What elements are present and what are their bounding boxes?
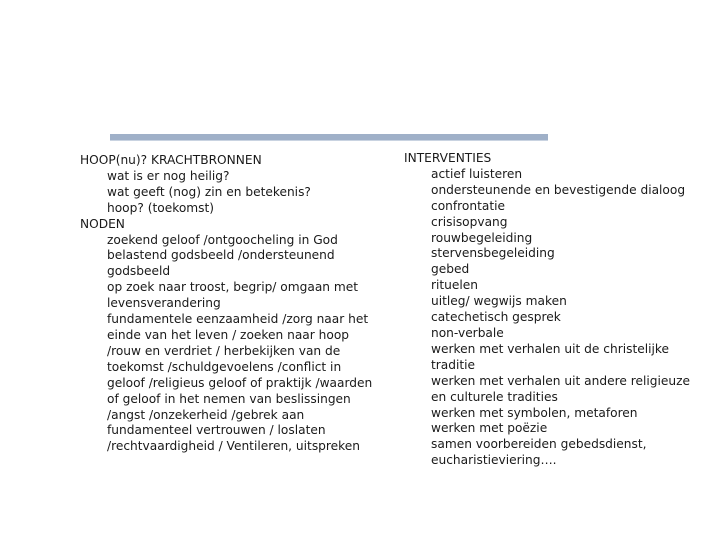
- intervention-line: traditie: [431, 357, 476, 372]
- intervention-line: rituelen: [431, 278, 479, 293]
- intervention-line: eucharistieviering….: [431, 453, 557, 468]
- intervention-line: rouwbegeleiding: [431, 230, 533, 245]
- title-divider-shadow: [110, 140, 548, 141]
- hope-item: wat geeft (nog) zin en betekenis?: [107, 184, 311, 199]
- intervention-line: crisisopvang: [431, 214, 508, 229]
- needs-line: toekomst /schuldgevoelens /conflict in: [107, 359, 342, 374]
- intervention-line: en culturele tradities: [431, 389, 558, 404]
- intervention-line: ondersteunende en bevestigende dialoog: [431, 182, 686, 197]
- intervention-line: werken met poëzie: [431, 421, 548, 436]
- heading-hope: HOOP(nu)? KRACHTBRONNEN: [80, 153, 262, 167]
- intervention-line: samen voorbereiden gebedsdienst,: [431, 437, 647, 452]
- hope-item: hoop? (toekomst): [107, 200, 215, 215]
- needs-line: belastend godsbeeld /ondersteunend: [107, 248, 335, 263]
- needs-line: levensverandering: [107, 296, 221, 311]
- needs-line: /rechtvaardigheid / Ventileren, uitspreken: [107, 439, 360, 454]
- intervention-line: confrontatie: [431, 198, 506, 213]
- needs-line: op zoek naar troost, begrip/ omgaan met: [107, 280, 359, 295]
- intervention-line: werken met symbolen, metaforen: [431, 405, 638, 420]
- needs-line: geloof /religieus geloof of praktijk /waarden: [107, 375, 373, 390]
- left-column: [80, 153, 380, 455]
- intervention-line: non-verbale: [431, 325, 504, 340]
- right-column: [404, 151, 704, 469]
- needs-line: fundamentele eenzaamheid /zorg naar het: [107, 312, 369, 327]
- intervention-line: catechetisch gesprek: [431, 310, 561, 325]
- intervention-line: werken met verhalen uit de christelijke: [431, 341, 670, 356]
- heading-needs: NODEN: [80, 216, 125, 231]
- intervention-line: werken met verhalen uit andere religieuze: [431, 373, 690, 388]
- needs-line: /angst /onzekerheid /gebrek aan: [107, 407, 305, 422]
- intervention-line: stervensbegeleiding: [431, 246, 555, 261]
- hope-item: wat is er nog heilig?: [107, 168, 230, 183]
- needs-line: einde van het leven / zoeken naar hoop: [107, 327, 350, 342]
- intervention-line: gebed: [431, 262, 470, 277]
- needs-line: zoekend geloof /ontgoocheling in God: [107, 232, 338, 247]
- intervention-line: actief luisteren: [431, 166, 523, 181]
- needs-line: /rouw en verdriet / herbekijken van de: [107, 343, 341, 358]
- intervention-line: uitleg/ wegwijs maken: [431, 294, 567, 309]
- needs-line: of geloof in het nemen van beslissingen: [107, 391, 351, 406]
- heading-interventions: INTERVENTIES: [404, 151, 492, 165]
- needs-line: godsbeeld: [107, 264, 171, 279]
- needs-line: fundamenteel vertrouwen / loslaten: [107, 423, 326, 438]
